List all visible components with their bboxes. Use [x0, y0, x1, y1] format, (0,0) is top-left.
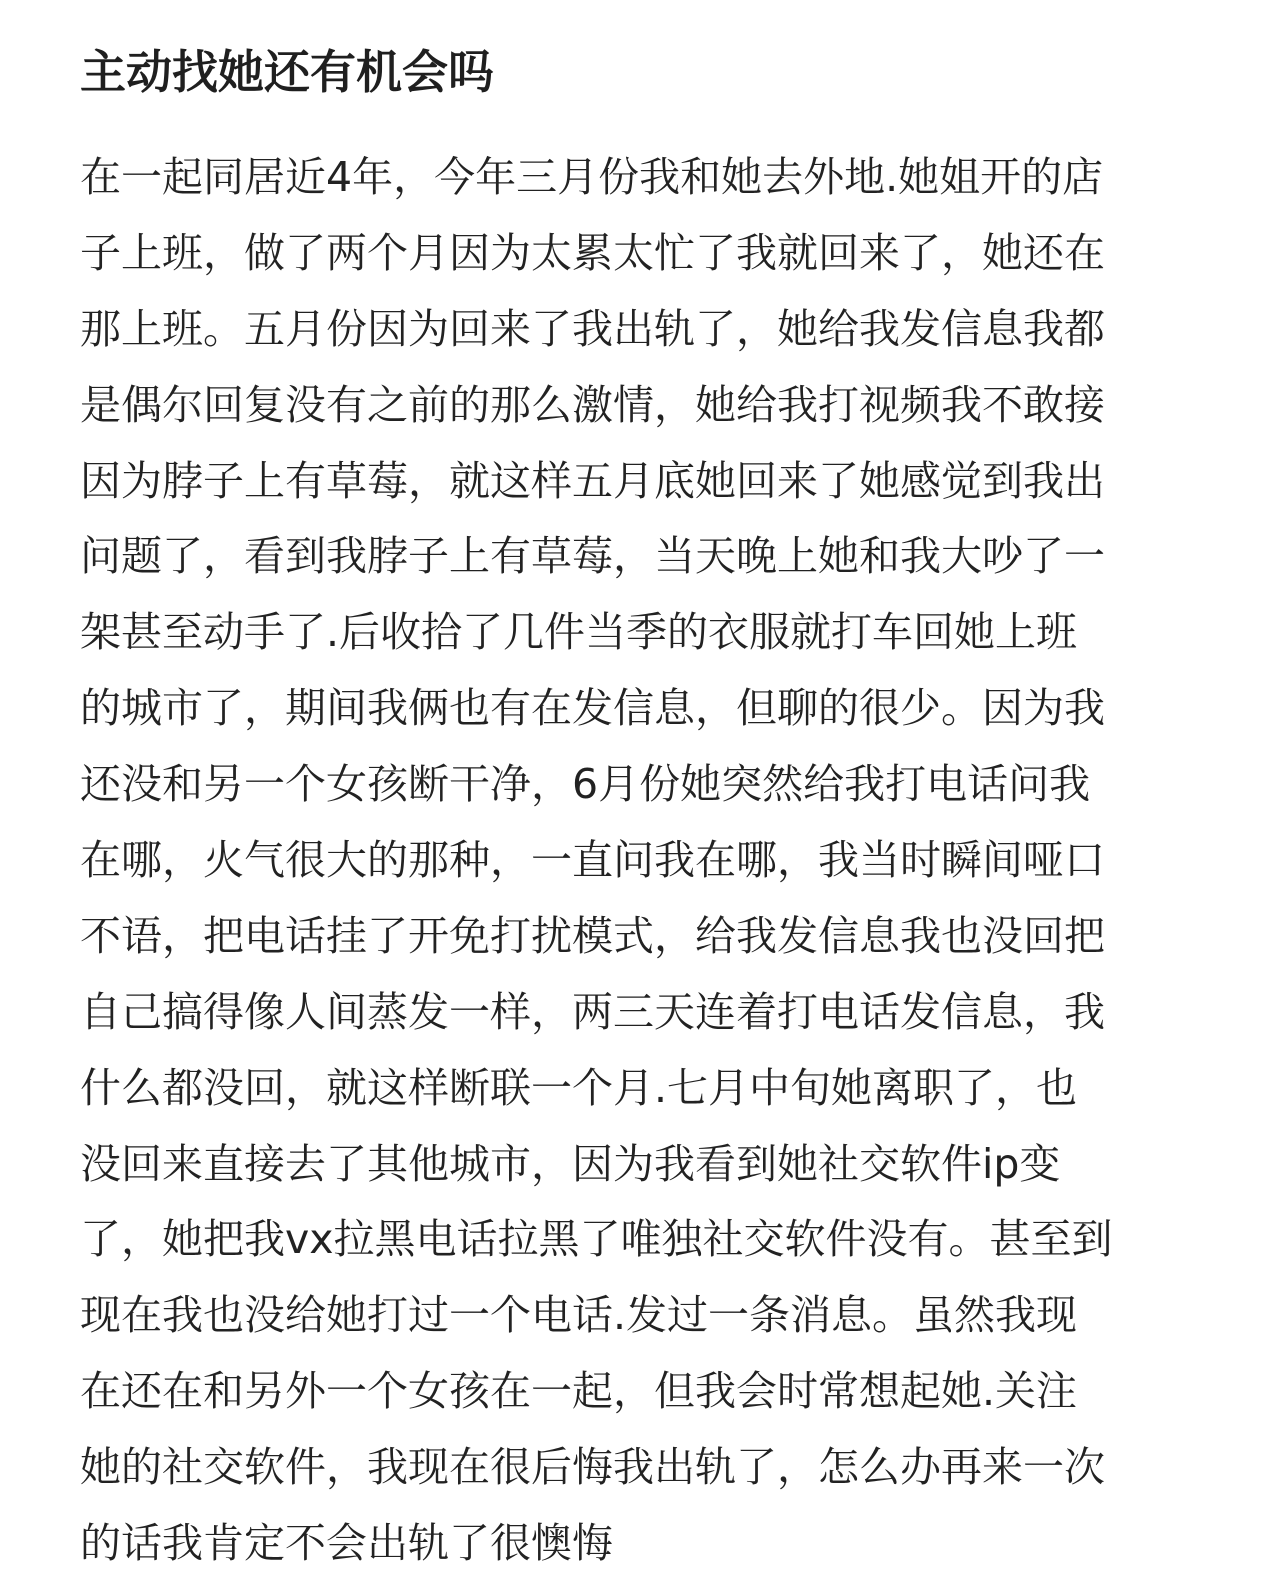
body-line: 是偶尔回复没有之前的那么激情，她给我打视频我不敢接 — [80, 380, 1105, 429]
body-line: 的城市了，期间我俩也有在发信息，但聊的很少。因为我 — [80, 684, 1105, 733]
body-line: 现在我也没给她打过一个电话.发过一条消息。虽然我现 — [80, 1291, 1078, 1340]
post-body — [80, 140, 1210, 1582]
body-line: 还没和另一个女孩断干净，6月份她突然给我打电话问我 — [80, 760, 1091, 809]
body-line: 问题了，看到我脖子上有草莓，当天晚上她和我大吵了一 — [80, 532, 1105, 581]
body-line: 自己搞得像人间蒸发一样，两三天连着打电话发信息，我 — [80, 987, 1105, 1036]
body-line: 架甚至动手了.后收拾了几件当季的衣服就打车回她上班 — [80, 608, 1078, 657]
body-line: 的话我肯定不会出轨了很懊悔 — [80, 1519, 613, 1568]
body-line: 因为脖子上有草莓，就这样五月底她回来了她感觉到我出 — [80, 456, 1105, 505]
body-line: 了，她把我vx拉黑电话拉黑了唯独社交软件没有。甚至到 — [80, 1215, 1113, 1264]
body-line: 不语，把电话挂了开免打扰模式，给我发信息我也没回把 — [80, 911, 1105, 960]
post-content — [80, 0, 1210, 1582]
body-line: 在哪，火气很大的那种，一直问我在哪，我当时瞬间哑口 — [80, 836, 1105, 885]
body-line: 在还在和另外一个女孩在一起，但我会时常想起她.关注 — [80, 1367, 1078, 1416]
body-line: 那上班。五月份因为回来了我出轨了，她给我发信息我都 — [80, 304, 1105, 353]
post-title: 主动找她还有机会吗 — [80, 45, 494, 99]
body-line: 子上班，做了两个月因为太累太忙了我就回来了，她还在 — [80, 228, 1105, 277]
body-line: 在一起同居近4年，今年三月份我和她去外地.她姐开的店 — [80, 153, 1104, 201]
body-line: 没回来直接去了其他城市，因为我看到她社交软件ip变 — [80, 1139, 1061, 1188]
body-line: 什么都没回，就这样断联一个月.七月中旬她离职了，也 — [80, 1063, 1078, 1112]
body-line: 她的社交软件，我现在很后悔我出轨了，怎么办再来一次 — [80, 1443, 1105, 1492]
